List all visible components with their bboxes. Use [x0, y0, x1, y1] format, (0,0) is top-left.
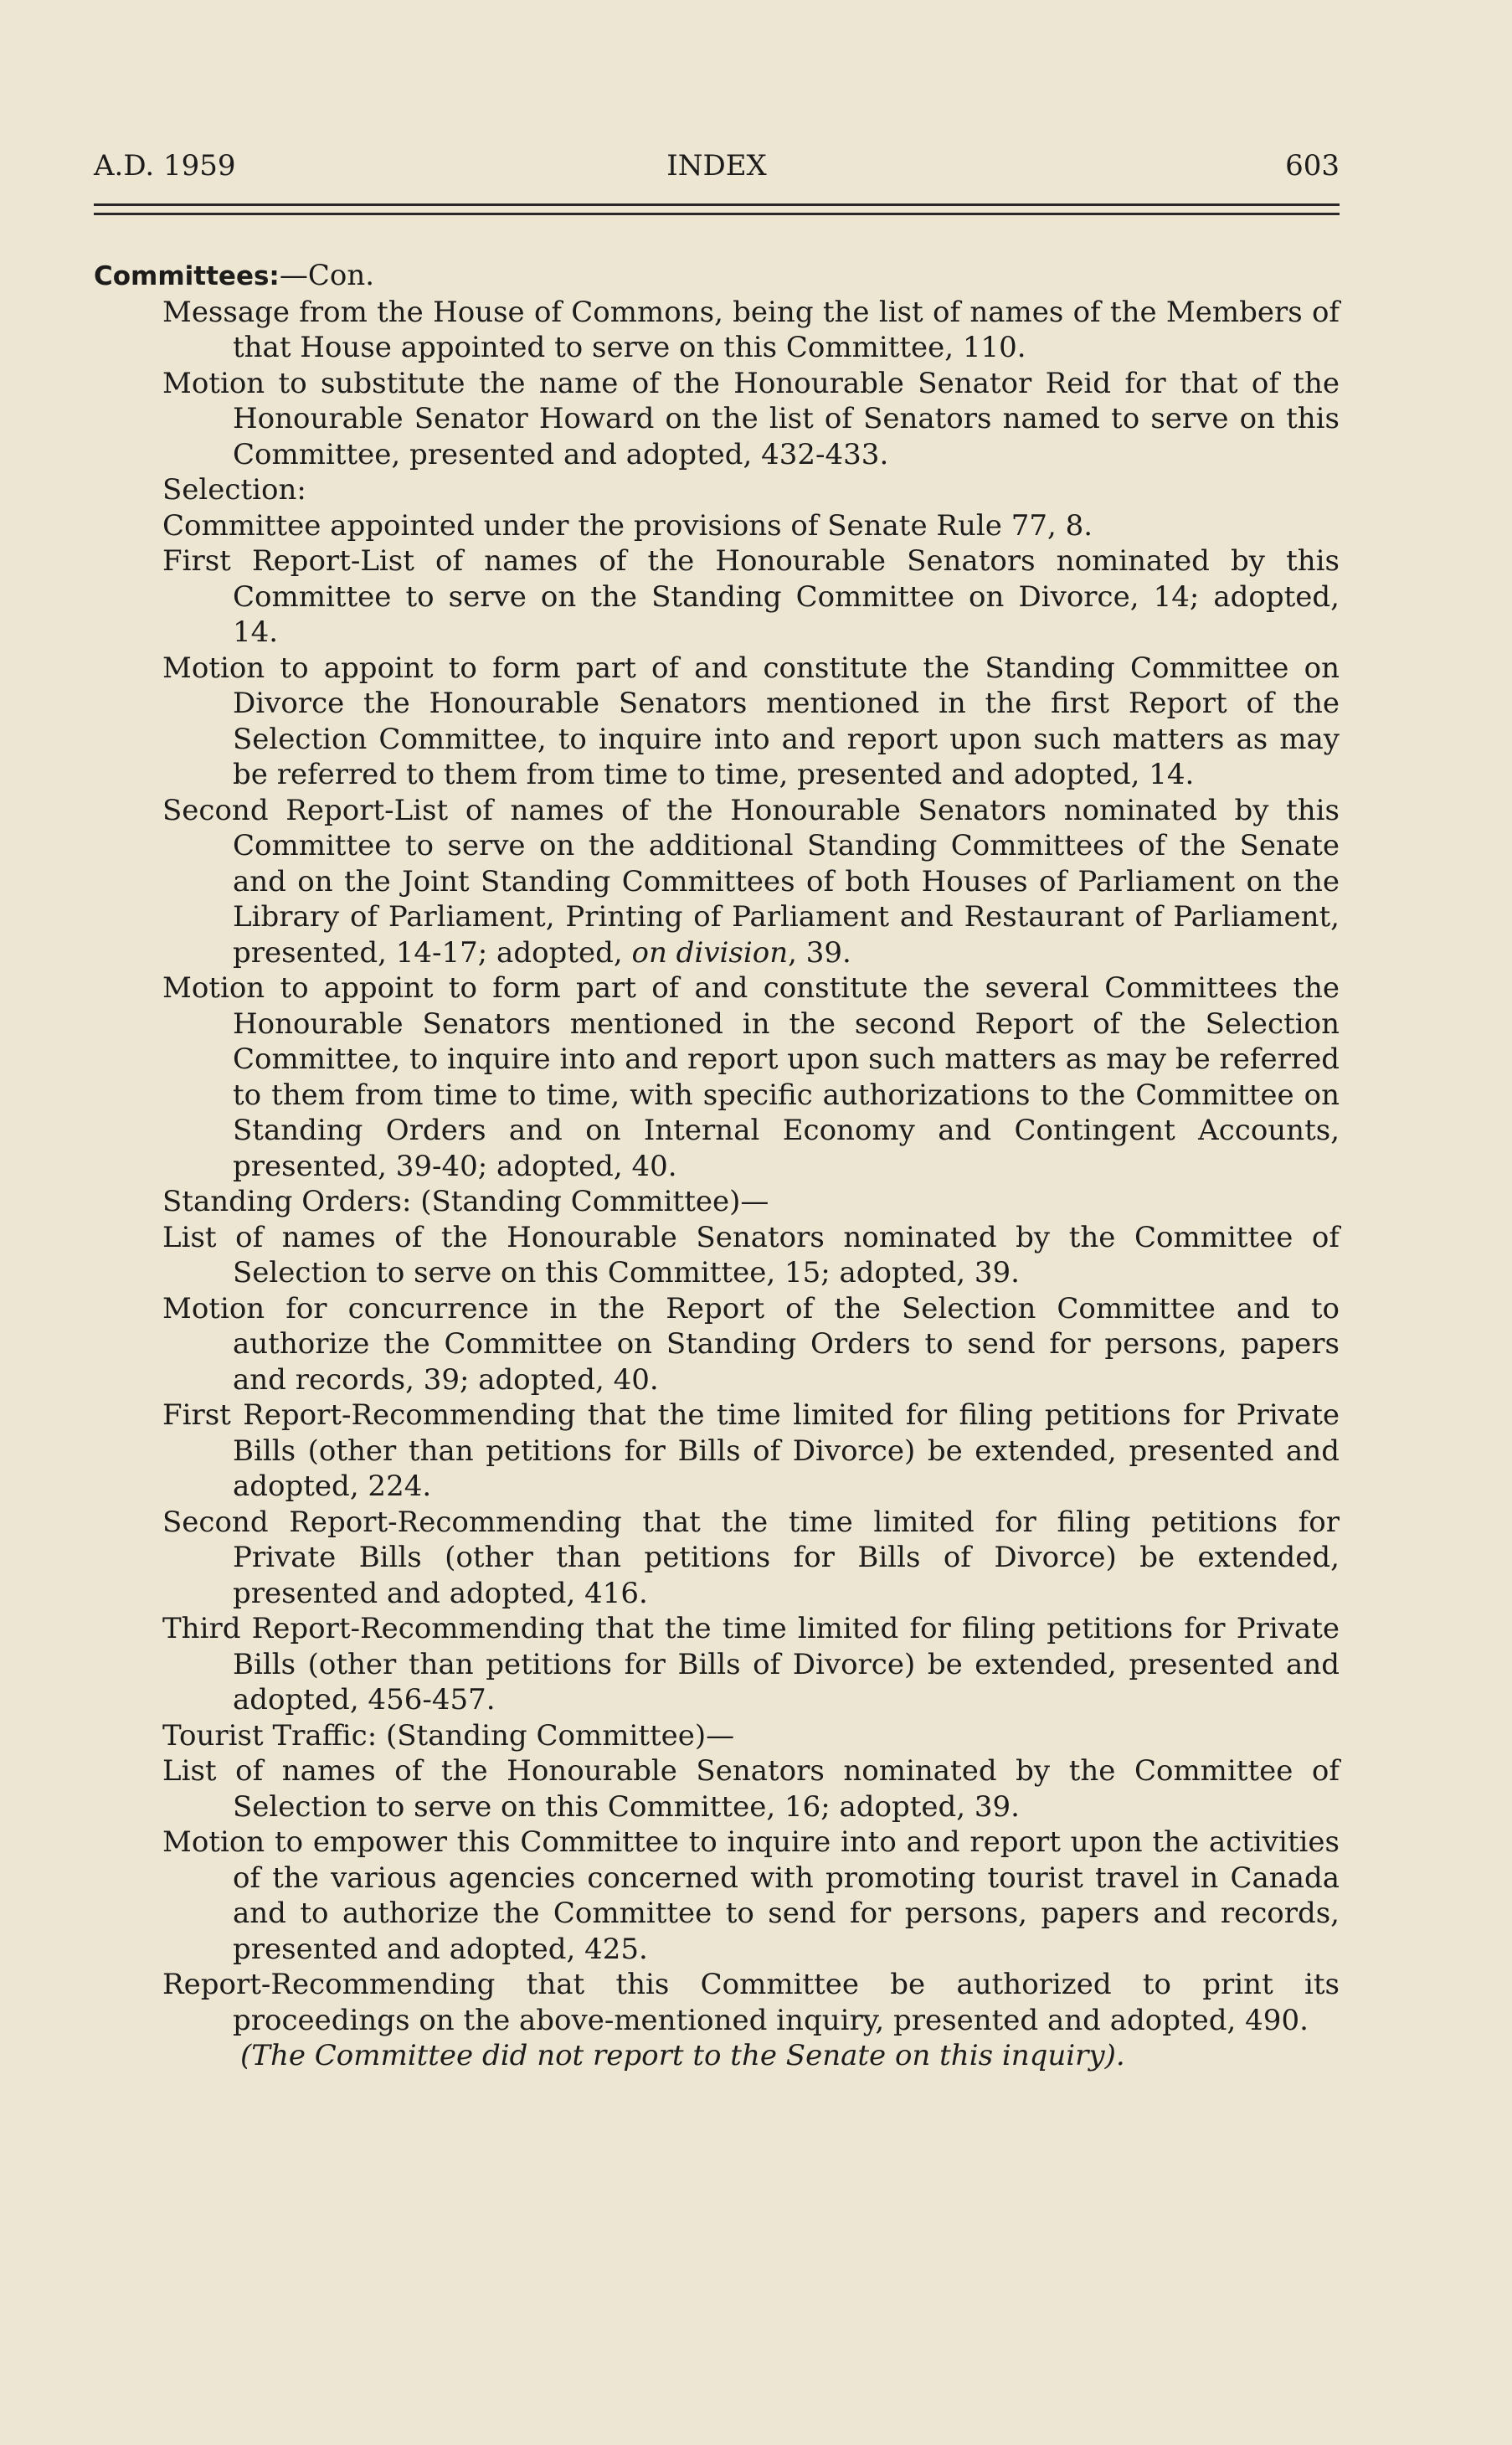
header-title: INDEX [666, 149, 767, 183]
subheading-selection: Selection: [162, 473, 306, 507]
header-rule-top [94, 203, 1340, 206]
header-rule-bottom [94, 213, 1340, 215]
index-entry: Committee appointed under the provisions of Senate Rule 77, 8. [162, 508, 1093, 543]
editorial-note: (The Committee did not report to the Senate on this inquiry). [240, 2039, 1125, 2072]
index-entry: Motion to substitute the name of the Honourable Senator Reid for that of the Honourable Senator Howard on the list of Senators named to serve on this Committee, presented and adopted, 432-433. [162, 366, 1340, 471]
index-content [94, 258, 1340, 2074]
index-entry: List of names of the Honourable Senators nominated by the Committee of Selection to serve on this Committee, 16; adopted, 39. [162, 1754, 1340, 1824]
index-entry: Third Report-Recommending that the time limited for filing petitions for Private Bills (other than petitions for Bills of Divorce) be extended, presented and adopted, 456-457. [162, 1612, 1340, 1717]
index-entry: Motion to appoint to form part of and constitute the several Committees the Honourable Senators mentioned in the second Report of the Selection Committee, to inquire into and report upon such matters as may be referred to them from time to time, with specific authorizations to the Committee on Standing Orders and on Internal Economy and Contingent Accounts, presented, 39-40; adopted, 40. [162, 971, 1340, 1183]
index-entry: First Report-Recommending that the time limited for filing petitions for Private Bills (other than petitions for Bills of Divorce) be extended, presented and adopted, 224. [162, 1398, 1340, 1503]
index-entry: Motion to empower this Committee to inquire into and report upon the activities of the various agencies concerned with promoting tourist travel in Canada and to authorize the Committee to send for persons, papers and records, presented and adopted, 425. [162, 1825, 1340, 1966]
index-entry: Motion to appoint to form part of and constitute the Standing Committee on Divorce the Honourable Senators mentioned in the first Report of the Selection Committee, to inquire into and report upon such matters as may be referred to them from time to time, presented and adopted, 14. [162, 651, 1340, 791]
heading-suffix: —Con. [279, 259, 375, 292]
index-entry: Second Report-Recommending that the time limited for filing petitions for Private Bills (other than petitions for Bills of Divorce) be extended, presented and adopted, 416. [162, 1505, 1340, 1610]
entry-italic: on division [631, 935, 789, 970]
entry-tail: , 39. [788, 935, 851, 970]
index-entry: List of names of the Honourable Senators nominated by the Committee of Selection to serve on this Committee, 15; adopted, 39. [162, 1220, 1340, 1289]
index-entry: Message from the House of Commons, being the list of names of the Members of that House appointed to serve on this Committee, 110. [162, 295, 1340, 364]
page-number: 603 [1285, 149, 1340, 183]
index-entry [94, 793, 1340, 971]
subheading-tourist-traffic: Tourist Traffic: (Standing Committee)— [162, 1718, 735, 1753]
index-entry: Report-Recommending that this Committee be authorized to print its proceedings on the above-mentioned inquiry, presented and adopted, 490. [162, 1968, 1340, 2037]
header-year: A.D. 1959 [94, 149, 236, 183]
section-heading [94, 258, 1340, 295]
entry-text: Second Report-List of names of the Honourable Senators nominated by this Committee to serve on the additional Standing Committees of the Senate and on the Joint Standing Committees of both Houses of Parliament on the Library of Parliament, Printing of Parliament and Restaurant of Parliament, presented, 14-17; adopted, [162, 793, 1340, 970]
heading-title: Committees: [94, 261, 280, 291]
index-entry: First Report-List of names of the Honourable Senators nominated by this Committee to serve on the Standing Committee on Divorce, 14; adopted, 14. [162, 544, 1340, 649]
index-entry: Motion for concurrence in the Report of the Selection Committee and to authorize the Committee on Standing Orders to send for persons, papers and records, 39; adopted, 40. [162, 1291, 1340, 1397]
subheading-standing-orders: Standing Orders: (Standing Committee)— [162, 1185, 769, 1218]
page-header [94, 149, 1340, 191]
